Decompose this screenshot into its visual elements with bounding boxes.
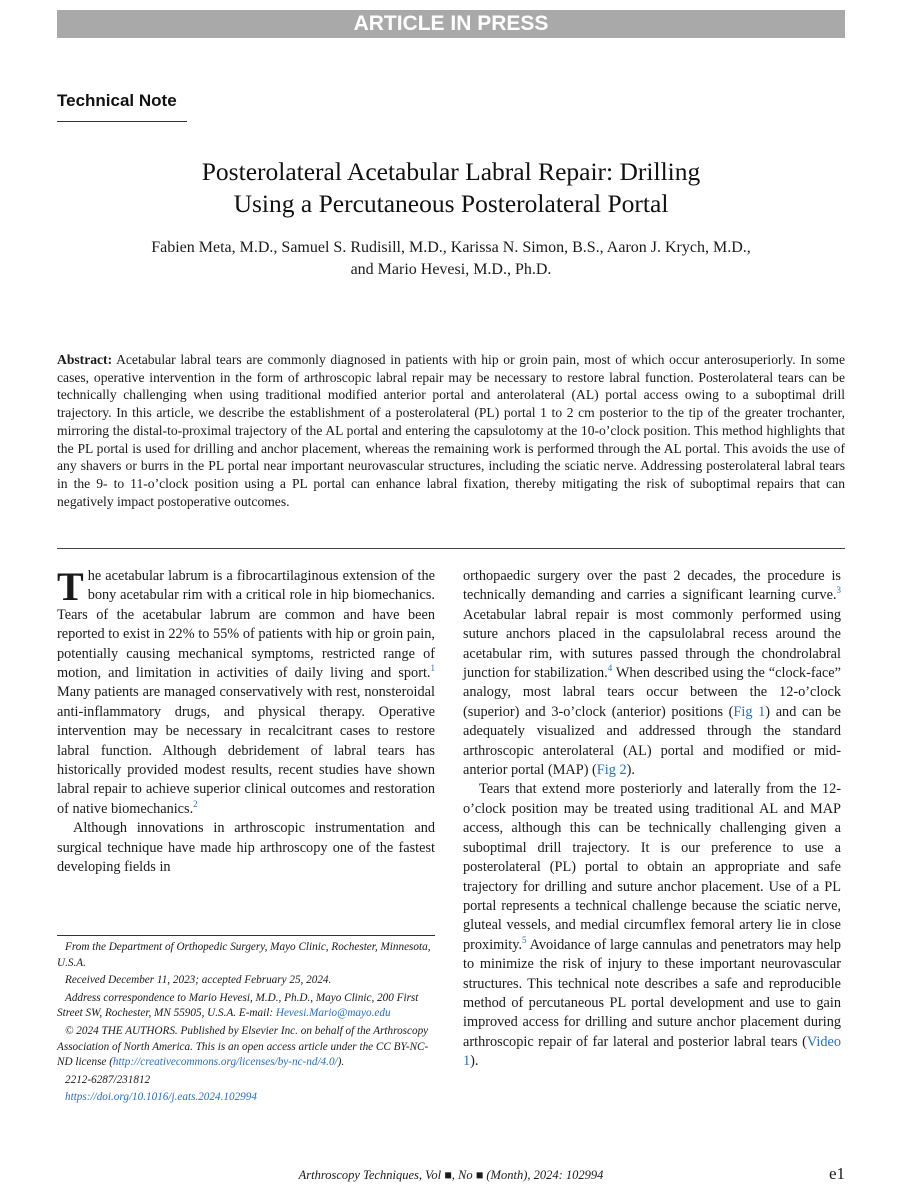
article-title <box>57 156 845 220</box>
license-link[interactable]: http://creativecommons.org/licenses/by-nc-nd/4.0/ <box>112 1056 338 1069</box>
paragraph-text: When described using the “clock-face” analogy, most labral tears occur between the 12-o’clock (superior) and 3-o’clock (anterior) positions ( <box>463 665 841 720</box>
footnote-affiliation: From the Department of Orthopedic Surgery, Mayo Clinic, Rochester, Minnesota, U.S.A. <box>57 941 431 969</box>
address-text: Address correspondence to Mario Hevesi, M.D., Ph.D., Mayo Clinic, 200 First Street SW, Rochester, MN 55905, U.S.A. E-mail: <box>57 991 419 1020</box>
footnote-copyright <box>57 1024 435 1071</box>
section-rule <box>57 121 187 122</box>
title-line-1: Posterolateral Acetabular Labral Repair: Drilling <box>201 157 701 186</box>
article-in-press-banner: ARTICLE IN PRESS <box>57 10 845 38</box>
body-paragraph-1 <box>57 564 435 819</box>
figure-2-link[interactable]: Fig 2 <box>596 762 627 779</box>
abstract-label: Abstract: <box>57 352 113 367</box>
reference-link-1[interactable]: 1 <box>430 663 435 674</box>
drop-cap: T <box>57 564 84 609</box>
paragraph-text: Tears that extend more posteriorly and laterally from the 12-o’clock position may be treated using traditional AL and MAP access, although this can be technically challenging given a suboptimal drill trajectory. It is our preference to use a posterolateral (PL) portal to obtain an appropriate and safe trajectory for drilling and suture anchor placement. Use of a PL portal represents a technical challenge because the sciatic nerve, gluteal vessels, and medial circumflex femoral artery lie in close proximity. <box>463 781 841 953</box>
body-paragraph-2: Although innovations in arthroscopic instrumentation and surgical technique have made hip arthroscopy one of the fastest developing fields in <box>57 820 435 876</box>
title-line-2: Using a Percutaneous Posterolateral Portal <box>233 189 669 218</box>
footnote-divider <box>57 935 435 936</box>
authors-line-1: Fabien Meta, M.D., Samuel S. Rudisill, M.D., Karissa N. Simon, B.S., Aaron J. Krych, M.D., <box>151 239 751 256</box>
body-paragraph-3 <box>463 567 841 780</box>
copyright-end: ). <box>337 1056 345 1069</box>
reference-link-2[interactable]: 2 <box>193 799 198 810</box>
video-1-link[interactable]: Video 1 <box>463 1033 841 1070</box>
paragraph-text: he acetabular labrum is a fibrocartilaginous extension of the bony acetabular rim with a critical role in hip biomechanics. Tears of the acetabular labrum are common and have been reported to exist in 22% to 55% of patients with hip or groin pain, potentially causing mechanical symptoms, restricted range of motion, and limitation in activities of daily living and sport. <box>57 568 435 682</box>
footnotes <box>57 940 435 1108</box>
footnote-doi <box>57 1090 435 1106</box>
paragraph-text: Acetabular labral repair is most commonly performed using suture anchors placed in the capsulolabral recess around the acetabular rim, with sutures passed through the chondrolabral junction for stabilization. <box>463 606 841 682</box>
footnote-issn: 2212-6287/231812 <box>65 1073 151 1086</box>
paragraph-text: ). <box>626 762 635 779</box>
doi-link[interactable]: https://doi.org/10.1016/j.eats.2024.102994 <box>65 1091 257 1104</box>
figure-1-link[interactable]: Fig 1 <box>733 703 766 720</box>
authors <box>57 237 845 281</box>
email-link[interactable]: Hevesi.Mario@mayo.edu <box>275 1007 391 1020</box>
body-column-right <box>463 567 841 1072</box>
paragraph-text: ). <box>470 1053 479 1070</box>
abstract-divider <box>57 548 845 549</box>
page-number: e1 <box>828 1164 845 1183</box>
body-column-left <box>57 564 435 878</box>
paragraph-text: Many patients are managed conservatively with rest, nonsteroidal anti-inflammatory drugs, and physical therapy. Operative intervention may be necessary in recalcitrant cases to restore labral function. Although debridement of labral tears has historically provided modest results, recent studies have shown labral repair to achieve superior clinical outcomes and restoration of native biomechanics. <box>57 684 435 817</box>
reference-link-5[interactable]: 5 <box>522 934 527 945</box>
reference-link-3[interactable]: 3 <box>836 585 841 596</box>
paragraph-text: Avoidance of large cannulas and penetrators may help to minimize the risk of injury to these important neurovascular structures. This technical note describes a safe and reproducible method of percutaneous PL portal development and use to gain improved access for drilling and suture anchor placement during arthroscopic repair of far lateral and posterior labral tears ( <box>463 936 841 1050</box>
abstract <box>57 351 845 510</box>
authors-line-2: and Mario Hevesi, M.D., Ph.D. <box>350 261 552 278</box>
footnote-address <box>57 991 435 1022</box>
journal-footer: Arthroscopy Techniques, Vol ■, No ■ (Month), 2024: 102994 <box>298 1168 604 1182</box>
abstract-text: Acetabular labral tears are commonly diagnosed in patients with hip or groin pain, most of which occur anterosuperiorly. In some cases, operative intervention in the form of arthroscopic labral repair may be necessary to restore labral function. Posterolateral tears can be technically challenging when using traditional modified anterior portal and anterolateral (AL) portal access owing to a suboptimal drill trajectory. In this article, we describe the establishment of a posterolateral (PL) portal 1 to 2 cm posterior to the tip of the greater trochanter, mirroring the distal-to-proximal trajectory of the AL portal and entering the capsulotomy at the 10-o’clock position. This method highlights that the PL portal is used for drilling and anchor placement, whereas the remaining work is performed through the AL portal. This avoids the use of any shavers or burrs in the PL portal near important neurovascular structures, including the sciatic nerve. Addressing posterolateral labral tears in the 9- to 11-o’clock position using a PL portal can enhance labral fixation, thereby mitigating the risk of suboptimal repairs that can negatively impact postoperative outcomes. <box>57 352 845 509</box>
copyright-text: © 2024 THE AUTHORS. Published by Elsevier Inc. on behalf of the Arthroscopy Association of North America. This is an open access article under the CC BY-NC-ND license ( <box>57 1024 429 1069</box>
reference-link-4[interactable]: 4 <box>607 663 613 674</box>
paragraph-text: ) and can be adequately visualized and addressed through the standard arthroscopic anterolateral (AL) portal and modified or mid-anterior portal (MAP) ( <box>463 703 841 779</box>
body-paragraph-4 <box>463 780 841 1071</box>
section-label: Technical Note <box>57 91 177 110</box>
footnote-received: Received December 11, 2023; accepted February 25, 2024. <box>65 974 332 987</box>
paragraph-text: orthopaedic surgery over the past 2 decades, the procedure is technically demanding and carries a significant learning curve. <box>463 568 841 604</box>
